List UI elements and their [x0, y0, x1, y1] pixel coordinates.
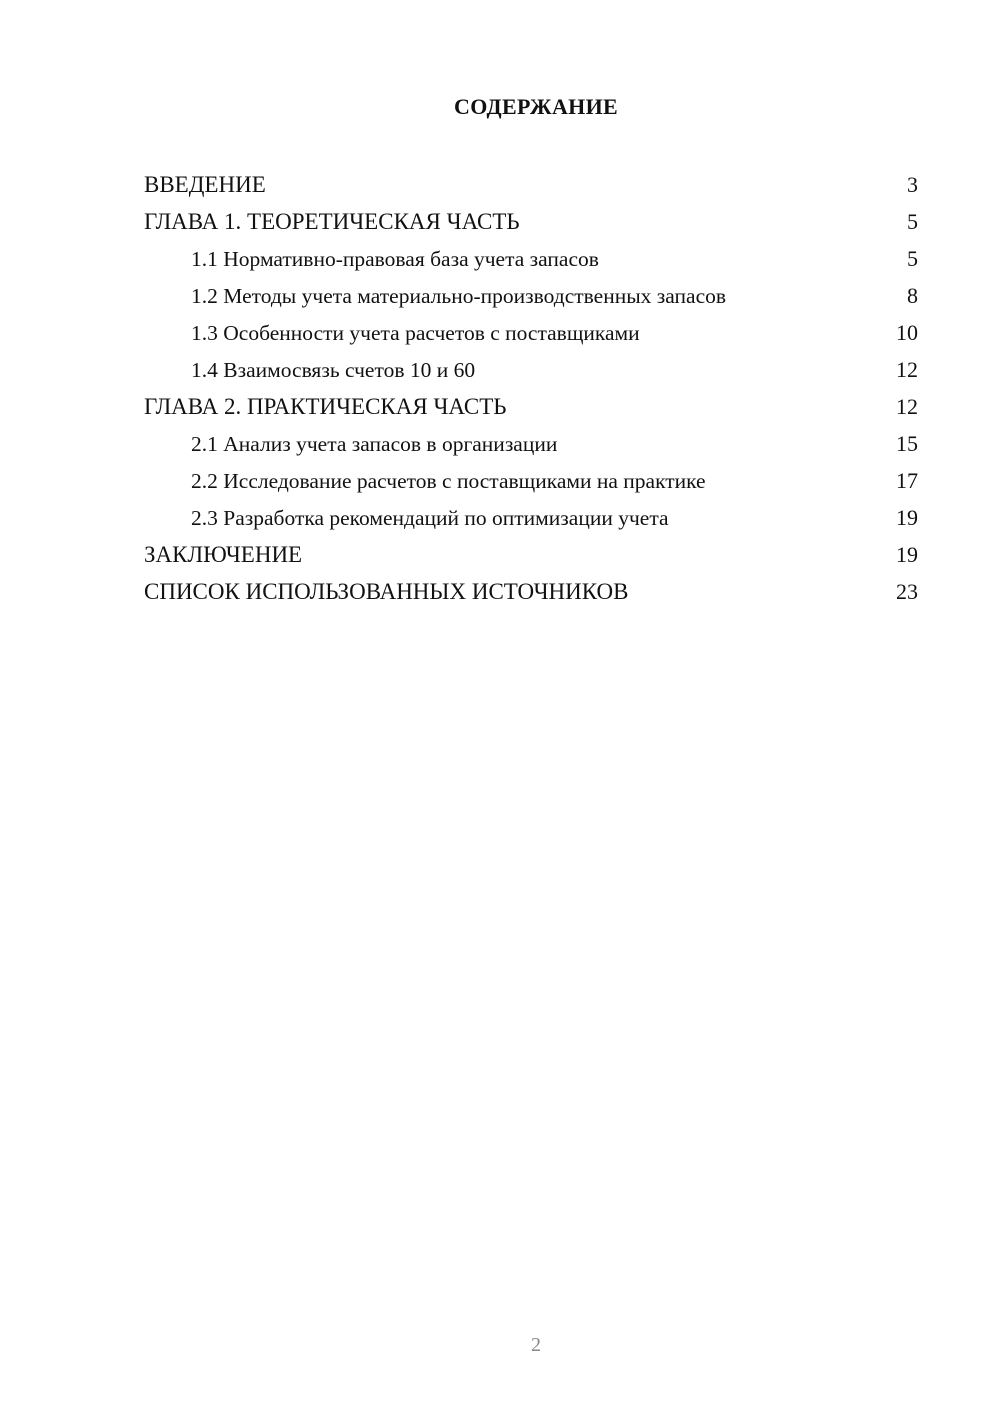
- toc-entry-page: 15: [896, 431, 918, 456]
- page-number: 2: [531, 1334, 541, 1356]
- toc-entry-page: 23: [896, 579, 918, 604]
- toc-entry-title: 1.4 Взаимосвязь счетов 10 и 60: [191, 358, 476, 382]
- toc-entry-title: ЗАКЛЮЧЕНИЕ: [144, 542, 303, 567]
- toc-entry-title: 1.2 Методы учета материально-производственных запасов: [191, 284, 727, 308]
- toc-entry-page: 19: [896, 542, 918, 567]
- toc-entry-title: 2.3 Разработка рекомендаций по оптимизации учета: [191, 506, 669, 530]
- toc-entry-page: 12: [896, 394, 918, 419]
- toc-entry-page: 5: [907, 246, 918, 271]
- toc-entry-page: 8: [907, 283, 918, 308]
- toc-entry-introduction: [144, 166, 918, 203]
- toc-entry-page: 17: [896, 468, 918, 493]
- toc-entry-page: 19: [896, 505, 918, 530]
- toc-entry-section-2-1: [144, 425, 918, 462]
- toc-entry-page: 12: [896, 357, 918, 382]
- toc-entry-title: ГЛАВА 2. ПРАКТИЧЕСКАЯ ЧАСТЬ: [144, 394, 507, 419]
- toc-entry-title: 1.1 Нормативно-правовая база учета запасов: [191, 247, 599, 271]
- toc-entry-conclusion: [144, 536, 918, 573]
- toc-entry-page: 3: [907, 172, 918, 197]
- toc-entry-references: [144, 573, 918, 610]
- toc-entry-title: 2.2 Исследование расчетов с поставщиками на практике: [191, 469, 706, 493]
- toc-entry-page: 5: [907, 209, 918, 234]
- toc-entry-title: ГЛАВА 1. ТЕОРЕТИЧЕСКАЯ ЧАСТЬ: [144, 209, 520, 234]
- toc-entry-chapter-1: [144, 203, 918, 240]
- toc-entry-title: 2.1 Анализ учета запасов в организации: [191, 432, 558, 456]
- toc-entry-section-1-1: [144, 240, 918, 277]
- toc-entry-section-1-2: [144, 277, 918, 314]
- toc-entry-section-2-3: [144, 499, 918, 536]
- toc-entry-page: 10: [896, 320, 918, 345]
- toc-entry-title: СПИСОК ИСПОЛЬЗОВАННЫХ ИСТОЧНИКОВ: [144, 579, 629, 604]
- toc-entry-section-1-4: [144, 351, 918, 388]
- toc-entry-title: 1.3 Особенности учета расчетов с поставщиками: [191, 321, 640, 345]
- toc-entry-section-2-2: [144, 462, 918, 499]
- toc-entry-title: ВВЕДЕНИЕ: [144, 172, 266, 197]
- toc-entry-section-1-3: [144, 314, 918, 351]
- page-title: СОДЕРЖАНИЕ: [454, 94, 618, 119]
- toc-entry-chapter-2: [144, 388, 918, 425]
- table-of-contents: [144, 166, 918, 610]
